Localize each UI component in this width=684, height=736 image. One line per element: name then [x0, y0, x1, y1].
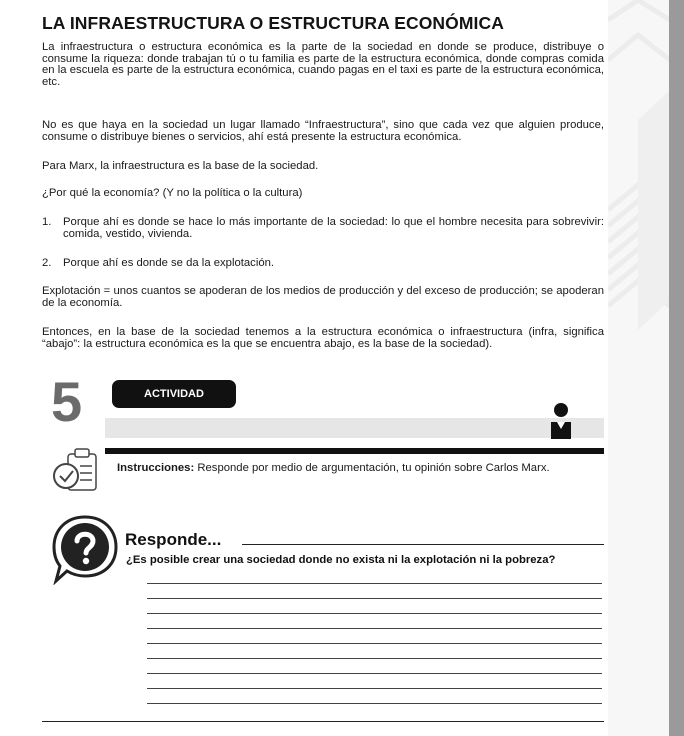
paragraph-conclusion [42, 327, 604, 350]
page-title: LA INFRAESTRUCTURA O ESTRUCTURA ECONÓMICA [42, 13, 504, 33]
list-number: 2. [42, 257, 52, 269]
responde-underline [242, 544, 604, 545]
student-icon [550, 402, 572, 440]
list-item [42, 217, 604, 240]
list-text: Porque ahí es donde se da la explotación. [63, 257, 275, 269]
paragraph-text: Para Marx, la infraestructura es la base de la sociedad. [42, 160, 319, 172]
paragraph-explotacion [42, 286, 604, 309]
paragraph-infraestructura [42, 120, 604, 143]
answer-line[interactable] [147, 598, 602, 599]
answer-line[interactable] [147, 703, 602, 704]
paragraph-marx [42, 161, 604, 173]
question-bubble-icon [50, 513, 120, 585]
answer-line[interactable] [42, 721, 604, 722]
instructions-checklist-icon [50, 446, 102, 494]
paragraph-text: Entonces, en la base de la sociedad tenemos a la estructura económica o infraestructura (infra, significa “abajo”: la estructura económica es la que se encuentra abajo, es la base de la sociedad). [42, 326, 604, 350]
answer-line[interactable] [147, 613, 602, 614]
answer-line[interactable] [147, 673, 602, 674]
paragraph-text: No es que haya en la sociedad un lugar llamado “Infraestructura”, sino que cada vez que alguien produce, consume o distribuye bienes o servicios, ahí está presente la estructura económica. [42, 119, 604, 143]
paragraph-text: Explotación = unos cuantos se apoderan de los medios de producción y del exceso de producción; se apoderan de la economía. [42, 285, 604, 309]
paragraph-definition [42, 42, 604, 88]
activity-question: ¿Es posible crear una sociedad donde no exista ni la explotación ni la pobreza? [126, 554, 556, 566]
paragraph-text: ¿Por qué la economía? (Y no la política o la cultura) [42, 187, 303, 199]
list-item [42, 258, 604, 270]
answer-line[interactable] [147, 628, 602, 629]
paragraph-text: La infraestructura o estructura económica es la parte de la sociedad en donde se produce, distribuye o consume la riqueza: donde trabajan tú o tu familia es parte de la estructura económica, donde compras comida en la escuela es parte de la estructura económica, cuando pagas en el taxi es parte de la estructura económica, etc. [42, 41, 604, 88]
zigzag-pattern-decoration [608, 0, 670, 736]
answer-line[interactable] [147, 643, 602, 644]
page-edge-shadow [669, 0, 684, 736]
instructions-text [117, 463, 603, 475]
instructions-body: Responde por medio de argumentación, tu opinión sobre Carlos Marx. [194, 462, 550, 474]
paragraph-question [42, 188, 604, 200]
responde-heading: Responde... [125, 530, 222, 549]
activity-label: ACTIVIDAD [112, 380, 236, 408]
answer-line[interactable] [147, 658, 602, 659]
list-text: Porque ahí es donde se hace lo más importante de la sociedad: lo que el hombre necesita para sobrevivir: comida, vestido, vivienda. [63, 216, 604, 240]
activity-band [105, 418, 604, 438]
activity-number: 5 [51, 370, 83, 433]
list-number: 1. [42, 216, 52, 228]
instructions-label: Instrucciones: [117, 462, 195, 474]
answer-line[interactable] [147, 583, 602, 584]
answer-line[interactable] [147, 688, 602, 689]
activity-divider [105, 448, 604, 454]
